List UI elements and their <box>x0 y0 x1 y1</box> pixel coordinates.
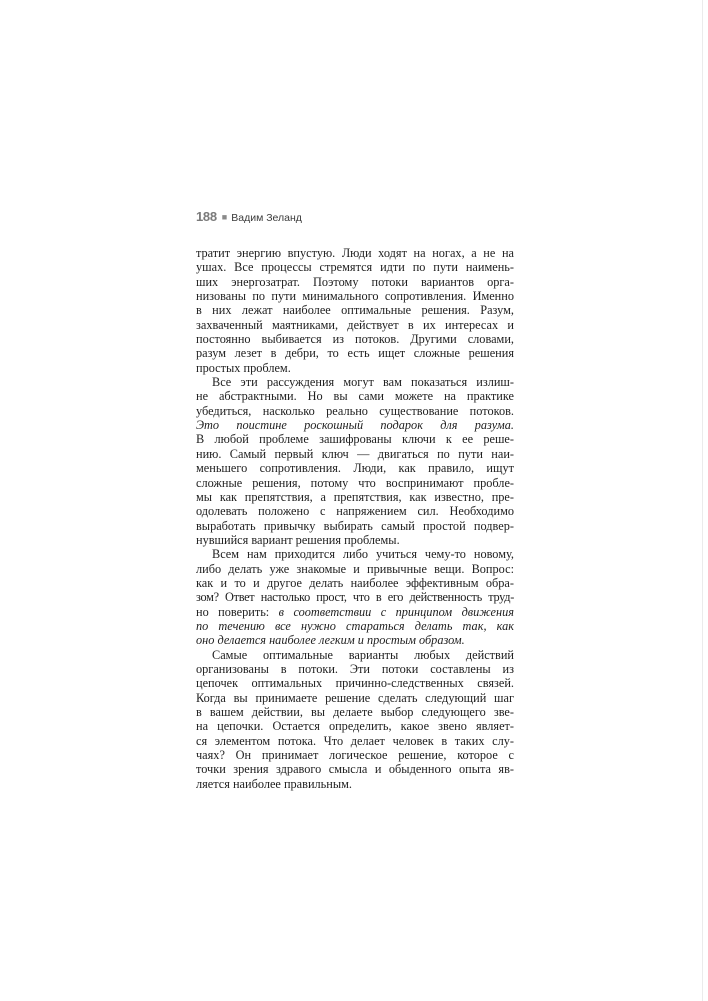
text-line: в вашем действии, вы делаете выбор следующего зве- <box>196 705 514 719</box>
text-line: Все эти рассуждения могут вам показаться излиш- <box>212 375 514 390</box>
text-line: мы как препятствия, а препятствия, как известно, пре- <box>196 489 514 504</box>
text-segment: но поверить: <box>196 604 279 619</box>
text-line: точки зрения здравого смысла и обыденного опыта яв- <box>196 762 514 777</box>
text-line: организованы в потоки. Эти потоки составлены из <box>196 661 514 676</box>
text-line: постоянно выбивается из потоков. Другими словами, <box>196 332 514 347</box>
text-line: Когда вы принимаете решение сделать следующий шаг <box>196 690 514 705</box>
italic-text-line: по течению все нужно стараться делать так, как <box>196 618 514 633</box>
text-line: не абстрактными. Но вы сами можете на практике <box>196 389 514 404</box>
text-line: сложные решения, потому что воспринимают пробле- <box>196 475 514 490</box>
scan-edge-line <box>702 0 703 1001</box>
text-line: В любой проблеме зашифрованы ключи к ее реше- <box>196 432 514 447</box>
text-line: либо делать уже знакомые и привычные вещи. Вопрос: <box>196 561 514 576</box>
text-line: меньшего сопротивления. Люди, как правило, ищут <box>196 461 514 476</box>
page-text <box>196 246 514 791</box>
text-line: на цепочки. Остается определить, какое звено являет- <box>196 719 514 734</box>
italic-text-line: оно делается наиболее легким и простым образом. <box>196 633 465 648</box>
running-header <box>196 210 302 224</box>
text-line: ся элементом потока. Что делает человек в таких слу- <box>196 733 514 748</box>
text-line: захваченный маятниками, действует в их интересах и <box>196 317 514 332</box>
italic-text-segment: в соответствии с принципом движения <box>278 604 514 619</box>
text-line: Всем нам приходится либо учиться чему-то новому, <box>212 547 514 562</box>
italic-text-line: Это поистине роскошный подарок для разума. <box>196 418 514 433</box>
mixed-text-line <box>196 605 514 619</box>
text-line: выработать привычку выбирать самый простой подвер- <box>196 518 514 533</box>
page-number: 188 <box>196 209 217 224</box>
text-line: низованы по пути минимального сопротивления. Именно <box>196 289 514 304</box>
author-name: Вадим Зеланд <box>231 212 302 224</box>
text-line: нувшийся вариант решения проблемы. <box>196 532 400 547</box>
text-line: убедиться, насколько реально существование потоков. <box>196 403 514 418</box>
text-line: ших энергозатрат. Поэтому потоки вариантов орга- <box>196 274 514 289</box>
paragraph-4 <box>196 648 514 791</box>
text-line: разум лезет в дебри, то есть ищет сложные решения <box>196 346 514 361</box>
text-line: одолевать положено с напряжением сил. Необходимо <box>196 504 514 519</box>
text-line: в них лежат наиболее оптимальные решения. Разум, <box>196 303 514 318</box>
paragraph-1 <box>196 246 514 375</box>
paragraph-2 <box>196 375 514 547</box>
text-line: Самые оптимальные варианты любых действий <box>212 647 514 662</box>
text-line: тратит энергию впустую. Люди ходят на ногах, а не на <box>196 246 514 260</box>
text-line: ляется наиболее правильным. <box>196 776 352 791</box>
text-line: цепочек оптимальных причинно-следственных связей. <box>196 676 514 691</box>
paragraph-3 <box>196 547 514 647</box>
square-separator-icon: ■ <box>221 212 228 222</box>
text-line: нию. Самый первый ключ — двигаться по пути наи- <box>196 446 514 461</box>
text-line: простых проблем. <box>196 360 291 375</box>
text-line: чаях? Он принимает логическое решение, которое с <box>196 748 514 763</box>
text-line: ушах. Все процессы стремятся идти по пути наимень- <box>196 260 514 275</box>
text-line: зом? Ответ настолько прост, что в его действенность труд- <box>196 590 514 605</box>
text-line: как и то и другое делать наиболее эффективным обра- <box>196 575 514 590</box>
